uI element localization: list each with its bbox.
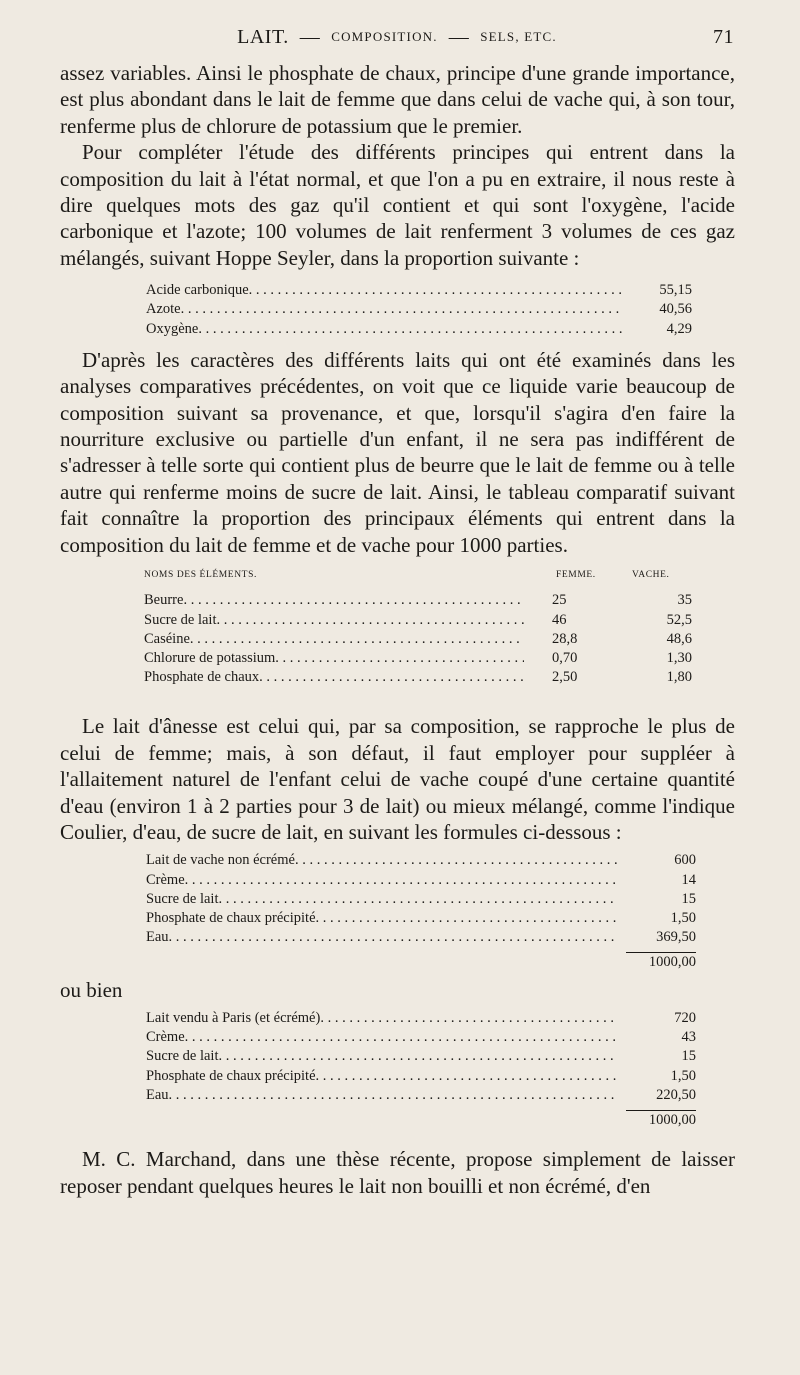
ingredient-value: 1,50 <box>670 909 696 926</box>
ingredient-value: 600 <box>674 852 696 869</box>
ingredient-label: Sucre de lait . . . <box>146 1047 618 1066</box>
ingredient-label: Sucre de lait . . . <box>146 890 618 909</box>
formula-table-2 <box>146 1009 696 1130</box>
ingredient-label: Eau . . . <box>146 928 618 947</box>
ingredient-value: 220,50 <box>656 1086 696 1103</box>
vache-value: 48,6 <box>666 630 692 647</box>
formula-total: 1000,00 <box>648 1112 696 1128</box>
vache-value: 1,30 <box>666 649 692 666</box>
ou-bien: ou bien <box>60 977 123 1002</box>
formula-row <box>146 1028 696 1047</box>
formula-row <box>146 851 696 870</box>
comparison-row <box>144 611 700 630</box>
gas-label: Azote . . . <box>146 300 622 319</box>
element-label: Caséine . . . <box>144 630 524 649</box>
page-body <box>60 60 735 1199</box>
paragraph-anesse: Le lait d'ânesse est celui qui, par sa composition, se rapproche le plus de celui de femme; mais, à son défaut, il faut employer pour suppléer à l'allaitement naturel de l'enfant celui de vache coupé d'une certaine quantité d'eau (environ 1 à 2 parties pour 3 de lait) ou mieux mélangé, comme l'indique Coulier, d'eau, de sucre de lait, en suivant les formules ci-dessous : <box>60 714 735 844</box>
element-label: Phosphate de chaux . . . <box>144 668 524 687</box>
ingredient-label: Lait vendu à Paris (et écrémé) . . . <box>146 1009 618 1028</box>
ingredient-label: Crème . . . <box>146 1028 618 1047</box>
comparison-header <box>144 566 700 585</box>
comparison-row <box>144 591 700 610</box>
running-head-composition: COMPOSITION. <box>331 29 438 44</box>
page-number: 71 <box>713 25 734 48</box>
paragraph-marchand: M. C. Marchand, dans une thèse récente, propose simplement de laisser reposer pendant quelques heures le lait non bouilli et non écrémé, d'en <box>60 1147 735 1198</box>
paragraph-comparaison: D'après les caractères des différents laits qui ont été examinés dans les analyses comparatives précédentes, on voit que ce liquide varie beaucoup de composition suivant sa provenance, et que, lorsqu'il s'agira d'en faire la nourriture exclusive ou partielle d'un enfant, il ne sera pas indifférent de s'adresser à telle sorte qui contient plus de beurre que le lait de femme ou à telle autre qui renferme moins de sucre de lait. Ainsi, le tableau comparatif suivant fait connaître la proportion des principaux éléments qui entrent dans la composition du lait de femme et de vache pour 1000 parties. <box>60 347 735 557</box>
header-elements: NOMS DES ÉLÉMENTS. <box>144 570 257 581</box>
comparison-row <box>144 668 700 687</box>
formula-row <box>146 1009 696 1028</box>
ingredient-value: 43 <box>681 1029 696 1046</box>
formula-row <box>146 1047 696 1066</box>
ingredient-label: Crème . . . <box>146 871 618 890</box>
gas-value: 4,29 <box>666 320 692 337</box>
running-head-title: LAIT. <box>237 25 289 48</box>
gas-row <box>146 320 692 339</box>
vache-value: 52,5 <box>666 611 692 628</box>
paragraph-phosphate: assez variables. Ainsi le phosphate de chaux, principe d'une grande importance, est plus abondant dans le lait de femme que dans celui de vache qui, à son tour, renferme plus de chlorure de potassium que le premier. <box>60 61 735 138</box>
femme-value: 2,50 <box>552 669 578 686</box>
running-head-sels: SELS, ETC. <box>480 29 557 44</box>
running-head-dash-2: — <box>448 25 470 48</box>
gas-value: 55,15 <box>659 282 692 299</box>
ingredient-value: 720 <box>674 1009 696 1026</box>
ingredient-value: 1,50 <box>670 1067 696 1084</box>
running-head-dash-1: — <box>299 25 321 48</box>
ingredient-label: Eau . . . <box>146 1086 618 1105</box>
gas-label: Acide carbonique . . . <box>146 281 622 300</box>
header-vache: VACHE. <box>632 570 670 581</box>
ingredient-value: 14 <box>681 871 696 888</box>
femme-value: 25 <box>552 592 567 609</box>
gas-row <box>146 281 692 300</box>
ingredient-label: Lait de vache non écrémé . . . <box>146 851 618 870</box>
formula-total: 1000,00 <box>648 954 696 971</box>
ingredient-label: Phosphate de chaux précipité . . . <box>146 1067 618 1086</box>
gas-table <box>146 281 692 339</box>
gas-row <box>146 300 692 319</box>
formula-row <box>146 1086 696 1105</box>
element-label: Sucre de lait . . . <box>144 611 524 630</box>
ingredient-value: 15 <box>681 890 696 907</box>
vache-value: 35 <box>677 592 692 609</box>
comparison-table <box>144 566 700 687</box>
vache-value: 1,80 <box>666 669 692 686</box>
formula-row <box>146 890 696 909</box>
formula-row <box>146 909 696 928</box>
formula-row <box>146 928 696 947</box>
running-head <box>60 20 734 54</box>
header-femme: FEMME. <box>556 570 596 581</box>
ingredient-label: Phosphate de chaux précipité . . . <box>146 909 618 928</box>
ingredient-value: 15 <box>681 1048 696 1065</box>
comparison-row <box>144 649 700 668</box>
ingredient-value: 369,50 <box>656 929 696 946</box>
femme-value: 46 <box>552 611 567 628</box>
femme-value: 0,70 <box>552 649 578 666</box>
comparison-row <box>144 630 700 649</box>
paragraph-gaz: Pour compléter l'étude des différents principes qui entrent dans la composition du lait à l'état normal, et que l'on a pu en extraire, il nous reste à dire quelques mots des gaz qu'il contient et qui sont l'oxygène, l'acide carbonique et l'azote; 100 volumes de lait renferment 3 volumes de ces gaz mélangés, suivant Hoppe Seyler, dans la proportion suivante : <box>60 140 735 270</box>
formula-row <box>146 871 696 890</box>
element-label: Beurre . . . <box>144 591 524 610</box>
element-label: Chlorure de potassium . . . <box>144 649 524 668</box>
gas-label: Oxygène . . . <box>146 320 622 339</box>
formula-table-1 <box>146 851 696 972</box>
femme-value: 28,8 <box>552 630 578 647</box>
gas-value: 40,56 <box>659 301 692 318</box>
formula-row <box>146 1067 696 1086</box>
